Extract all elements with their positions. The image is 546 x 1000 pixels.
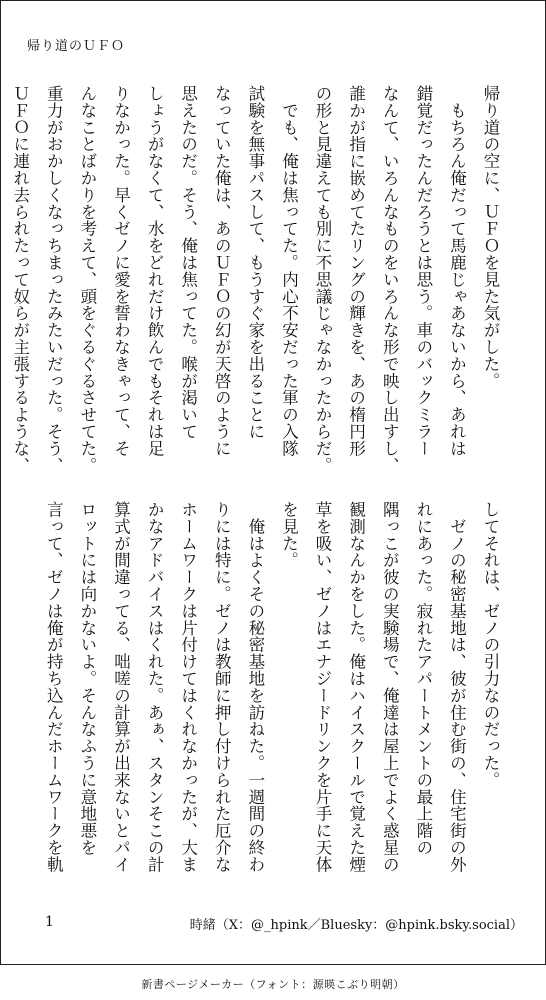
text-column-bottom (37, 501, 507, 893)
generator-credit: 新書ページメーカー（フォント：源暎こぶり明朝） (141, 978, 405, 991)
text-line: 隅っこが彼の実験場で、俺達は屋上でよく惑星の (380, 501, 400, 873)
text-line: なんて、いろんなものをいろんな形で映し出すし、 (380, 85, 400, 474)
text-line: もちろん俺だって馬鹿じゃあないから、あれは (447, 85, 467, 457)
text-line: 誰かが指に嵌めてたリングの輝きを、あの楕円形 (346, 85, 366, 457)
text-line: ホームワークは片付けてはくれなかったが、大ま (178, 501, 198, 873)
text-line: 算式が間違ってる、咄嗟の計算が出来ないとパイ (111, 501, 131, 873)
text-line: んなことばかりを考えて、頭をぐるぐるさせてた。 (77, 85, 97, 474)
text-line: りには特に。ゼノは教師に押し付けられた厄介な (212, 501, 232, 873)
text-line: れにあった。寂れたアパートメントの最上階の (413, 501, 433, 856)
text-line: ＵＦＯに連れ去られたって奴らが主張するような、 (10, 85, 30, 474)
text-line: 観測なんかをした。俺はハイスクールで覚えた煙 (346, 501, 366, 873)
text-line (0, 85, 3, 477)
running-title: 帰り道のＵＦＯ (27, 39, 126, 54)
text-line: 草を吸い、ゼノはエナジードリンクを片手に天体 (313, 501, 333, 873)
text-line: 思えたのだ。そう、俺は焦ってた。喉が渇いて (178, 85, 198, 440)
text-line: 重力がおかしくなっちまったみたいだった。そう、 (44, 85, 64, 474)
text-line: 試験を無事パスして、もうすぐ家を出ることに (245, 85, 265, 440)
text-line: ゼノの秘密基地は、彼が住む街の、住宅街の外 (447, 501, 467, 873)
text-column-top (10, 85, 507, 477)
text-line: でも、俺は焦ってた。内心不安だった軍の入隊 (279, 85, 299, 457)
text-line: してそれは、ゼノの引力なのだった。 (481, 501, 500, 789)
text-line: ロットには向かないよ。そんなふうに意地悪を (77, 501, 97, 856)
text-line: 言って、ゼノは俺が持ち込んだホームワークを軌 (44, 501, 64, 873)
text-line: を見た。 (279, 501, 299, 569)
text-line: 錯覚だったんだろうとは思う。車のバックミラー (413, 85, 433, 457)
text-line: しょうがなくて、水をどれだけ飲んでもそれは足 (145, 85, 165, 457)
page-number: 1 (45, 914, 54, 930)
text-line: 俺はよくその秘密基地を訪ねた。一週間の終わ (245, 501, 265, 873)
author-credit: 時緒（X：@_hpink／Bluesky：@hpink.bsky.social） (189, 918, 523, 933)
text-line: りなかった。早くゼノに愛を誓わなきゃって、そ (111, 85, 131, 457)
text-line: の形と見違えても別に不思議じゃなかったからだ。 (313, 85, 333, 474)
text-line: なっていた俺は、あのＵＦＯの幻が天啓のように (212, 85, 232, 457)
text-line: かなアドバイスはくれた。あぁ、スタンそこの計 (145, 501, 165, 873)
text-line: 帰り道の空に、ＵＦＯを見た気がした。 (481, 85, 500, 390)
